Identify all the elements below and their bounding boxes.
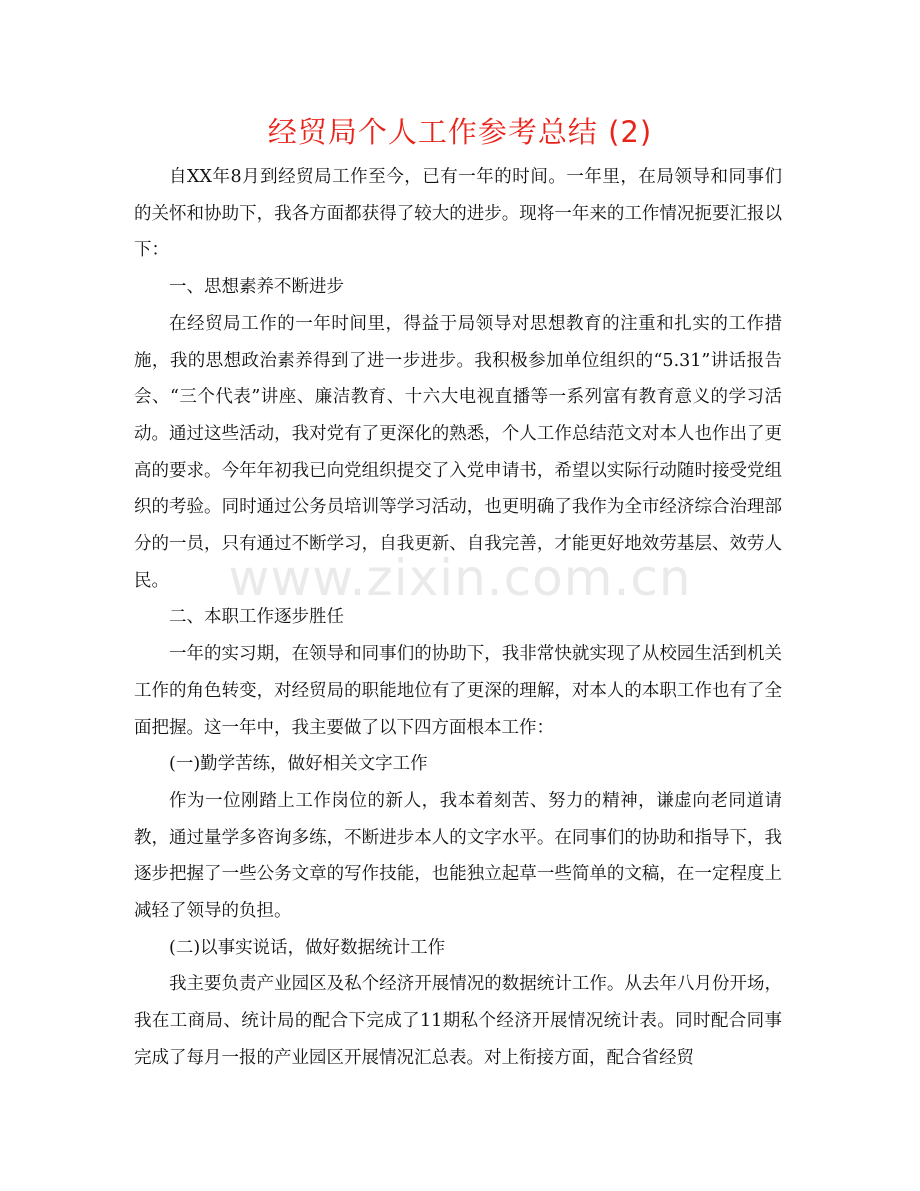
document-body — [134, 159, 782, 1077]
subsection-heading-2: (二)以事实说话，做好数据统计工作 — [169, 937, 446, 958]
paragraph-duties: 一年的实习期，在领导和同事们的协助下，我非常快就实现了从校园生活到机关工作的角色转变，对经贸局的职能地位有了更深的理解，对本人的本职工作也有了全面把握。这一年中，我主要做了以下四方面根本工作： — [134, 644, 782, 738]
paragraph-statistics: 我主要负责产业园区及私个经济开展情况的数据统计工作。从去年八月份开场，我在工商局、统计局的配合下完成了11期私个经济开展情况统计表。同时配合同事完成了每月一报的产业园区开展情况汇总表。对上衔接方面，配合省经贸 — [134, 974, 782, 1068]
section-heading-2: 二、本职工作逐步胜任 — [169, 607, 344, 628]
paragraph-writing: 作为一位刚踏上工作岗位的新人，我本着刻苦、努力的精神，谦虚向老同道请教，通过量学多咨询多练，不断进步本人的文字水平。在同事们的协助和指导下，我逐步把握了一些公务文章的写作技能，也能独立起草一些简单的文稿，在一定程度上减轻了领导的负担。 — [134, 790, 782, 922]
section-heading-1: 一、思想素养不断进步 — [169, 277, 344, 298]
paragraph-intro: 自XX年8月到经贸局工作至今，已有一年的时间。一年里，在局领导和同事们的关怀和协助下，我各方面都获得了较大的进步。现将一年来的工作情况扼要汇报以下： — [134, 167, 782, 261]
watermark: www.zixin.com.cn — [228, 549, 692, 607]
paragraph-ideology: 在经贸局工作的一年时间里，得益于局领导对思想教育的注重和扎实的工作措施，我的思想政治素养得到了进一步进步。我积极参加单位组织的“5.31”讲话报告会、“三个代表”讲座、廉洁教育、十六大电视直播等一系列富有教育意义的学习活动。通过这些活动，我对党有了更深化的熟悉，个人工作总结范文对本人也作出了更高的要求。今年年初我已向党组织提交了入党申请书，希望以实际行动随时接受党组织的考验。同时通过公务员培训等学习活动，也更明确了我作为全市经济综合治理部分的一员，只有通过不断学习，自我更新、自我完善，才能更好地效劳基层、效劳人民。 — [134, 313, 782, 591]
document-title: 经贸局个人工作参考总结 (2) — [267, 115, 653, 149]
subsection-heading-1: (一)勤学苦练，做好相关文字工作 — [169, 754, 428, 775]
